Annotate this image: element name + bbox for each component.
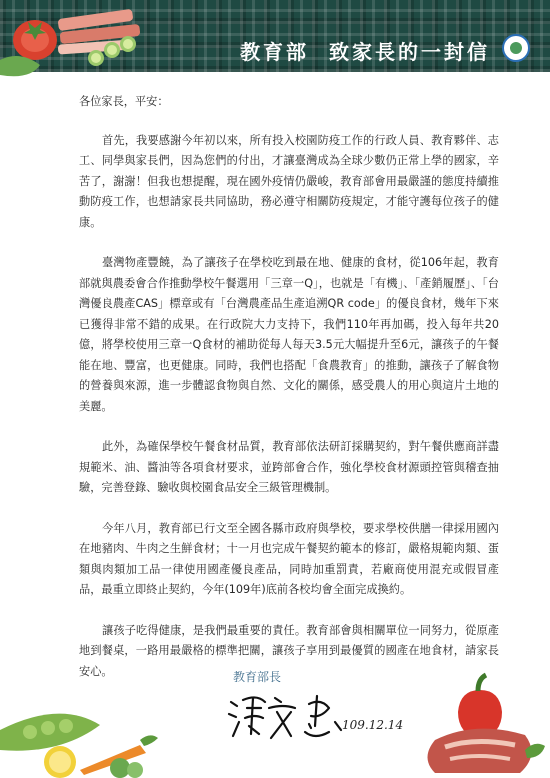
signature-date: 109.12.14 [342, 718, 404, 732]
letter-greeting: 各位家長，平安： [79, 95, 169, 108]
letter-body [79, 92, 499, 702]
peapod-lemon-carrot-illustration [0, 690, 180, 778]
signer-title: 教育部長 [233, 670, 282, 684]
tomato-bacon-cucumber-illustration [0, 0, 160, 95]
page-title: 教育部 致家長的一封信 [240, 40, 490, 64]
bell-pepper-meat-illustration [420, 655, 550, 778]
letter-paragraph-5: 讓孩子吃得健康，是我們最重要的責任。教育部會與相關單位一同努力，從原產地到餐桌，一路用最嚴格的標準把關，讓孩子享用到最優質的國產在地食材，請家長安心。 [79, 623, 499, 678]
ministry-seal-icon [502, 34, 530, 62]
letter-paragraph-4: 今年八月，教育部已行文至全國各縣市政府與學校，要求學校供膳一律採用國內在地豬肉、牛肉之生鮮食材；十一月也完成午餐契約範本的修訂，嚴格規範肉類、蛋類與肉類加工品一律使用國產優良產品，同時加重罰責，若廠商使用混充或假冒產品，最重立即終止契約，今年(109年)底前各校均會全面完成換約。 [79, 521, 499, 596]
letter-paragraph-1: 首先，我要感謝今年初以來，所有投入校園防疫工作的行政人員、教育夥伴、志工、同學與家長們，因為您們的付出，才讓臺灣成為全球少數仍正常上學的國家，辛苦了，謝謝！但我也想提醒，現在國外疫情仍嚴峻，教育部會用最嚴謹的態度持續推動防疫工作，也想請家長共同協助，務必遵守相關防疫規定，才能守護每位孩子的健康。 [79, 133, 499, 229]
letter-paragraph-3: 此外，為確保學校午餐食材品質，教育部依法研訂採購契約，對午餐供應商詳盡規範米、油、醬油等各項食材要求，並跨部會合作，強化學校食材源頭控管與稽查抽驗，完善登錄、驗收與校園食品安全三級管理機制。 [79, 440, 499, 494]
handwritten-signature [225, 688, 345, 743]
letter-paragraph-2: 臺灣物產豐饒，為了讓孩子在學校吃到最在地、健康的食材，從106年起，教育部就與農委會合作推動學校午餐選用「三章一Q」，也就是「有機」、「產銷履歷」、「台灣優良農產CAS」標章或有「台灣農產品生產追溯QR code」的優良食材，幾年下來已獲得非常不錯的成果。在行政院大力支持下，我們110年再加碼，投入每年共20億，將學校使用三章一Q食材的補助從每人每天3.5元大幅提升至6元，讓孩子的午餐能在地、豐富，也更健康。同時，我們也搭配「食農教育」的推動，讓孩子了解食物的營養與來源，進一步體認食物與自然、文化的關係，感受農人的用心與這片土地的美麗。 [79, 256, 499, 413]
